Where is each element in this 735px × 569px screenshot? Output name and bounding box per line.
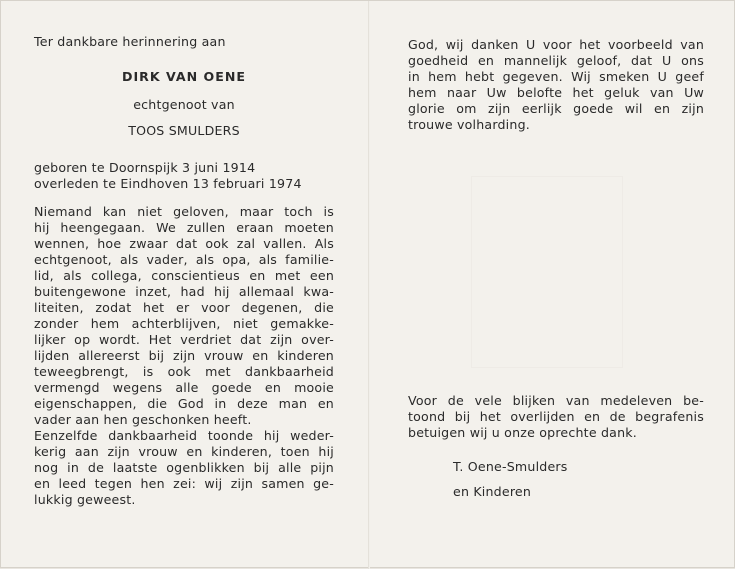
tribute-line: buitengewone inzet, had hij allemaal kwa- — [34, 284, 334, 299]
tribute-line: eigenschappen, die God in deze man en — [34, 396, 334, 411]
tribute-line: liteiten, zodat het er voor degenen, die — [34, 300, 334, 315]
card-fold — [368, 1, 370, 569]
tribute-line: lid, als collega, conscientieus en met een — [34, 268, 334, 283]
tribute-line: zonder hem achterblijven, niet gemakke- — [34, 316, 334, 331]
tribute-line: echtgenoot, als vader, als opa, als familie- — [34, 252, 334, 267]
intro-line: Ter dankbare herinnering aan — [34, 34, 226, 49]
tribute-line: lukkig geweest. — [34, 492, 136, 507]
thanks-line: Voor de vele blijken van medeleven be- — [408, 393, 704, 408]
tribute-line: lijden allereerst bij zijn vrouw en kinderen — [34, 348, 334, 363]
prayer-line: God, wij danken U voor het voorbeeld van — [408, 37, 704, 52]
tribute-line: kerig aan zijn vrouw en kinderen, toen hij — [34, 444, 334, 459]
right-panel — [408, 37, 704, 500]
tribute-line: teweegbrengt, is ook met dankbaarheid — [34, 364, 334, 379]
tribute-line: lijker op wordt. Het verdriet dat zijn over- — [34, 332, 334, 347]
prayer-line: hem naar Uw belofte het geluk van Uw — [408, 85, 704, 100]
tribute-line: vader aan hen geschonken heeft. — [34, 412, 252, 427]
tribute-line: Niemand kan niet geloven, maar toch is — [34, 204, 334, 219]
thanks-text — [408, 393, 704, 441]
deceased-name: DIRK VAN OENE — [122, 69, 246, 84]
tribute-line: en leed tegen hen zei: wij zijn samen ge- — [34, 476, 334, 491]
tribute-line: hij heengegaan. We zullen eraan moeten — [34, 220, 334, 235]
prayer-text — [408, 37, 704, 133]
tribute-line: Eenzelfde dankbaarheid toonde hij weder- — [34, 428, 334, 443]
signature-family-name: T. Oene-Smulders — [453, 459, 568, 474]
thanks-line: toond bij het overlijden en de begrafenis — [408, 409, 704, 424]
tribute-line: nog in de laatste ogenblikken bij alle pijn — [34, 460, 334, 475]
birth-line: geboren te Doornspijk 3 juni 1914 — [34, 160, 256, 175]
thanks-line: betuigen wij u onze oprechte dank. — [408, 425, 637, 440]
spouse-label: echtgenoot van — [133, 97, 235, 112]
prayer-line: goedheid en mannelijk geloof, dat U ons — [408, 53, 704, 68]
prayer-line: in hem hebt gegeven. Wij smeken U geef — [408, 69, 704, 84]
spouse-name: TOOS SMULDERS — [128, 123, 240, 138]
tribute-text — [34, 204, 334, 508]
tribute-line: wennen, hoe zwaar dat ook zal vallen. Als — [34, 236, 334, 251]
prayer-line: trouwe volharding. — [408, 117, 530, 132]
left-panel — [34, 34, 334, 508]
signature-children: en Kinderen — [453, 484, 532, 499]
death-line: overleden te Eindhoven 13 februari 1974 — [34, 176, 302, 191]
prayer-line: glorie om zijn eerlijk goede wil en zijn — [408, 101, 704, 116]
tribute-line: vermengd wegens alle goede en mooie — [34, 380, 334, 395]
